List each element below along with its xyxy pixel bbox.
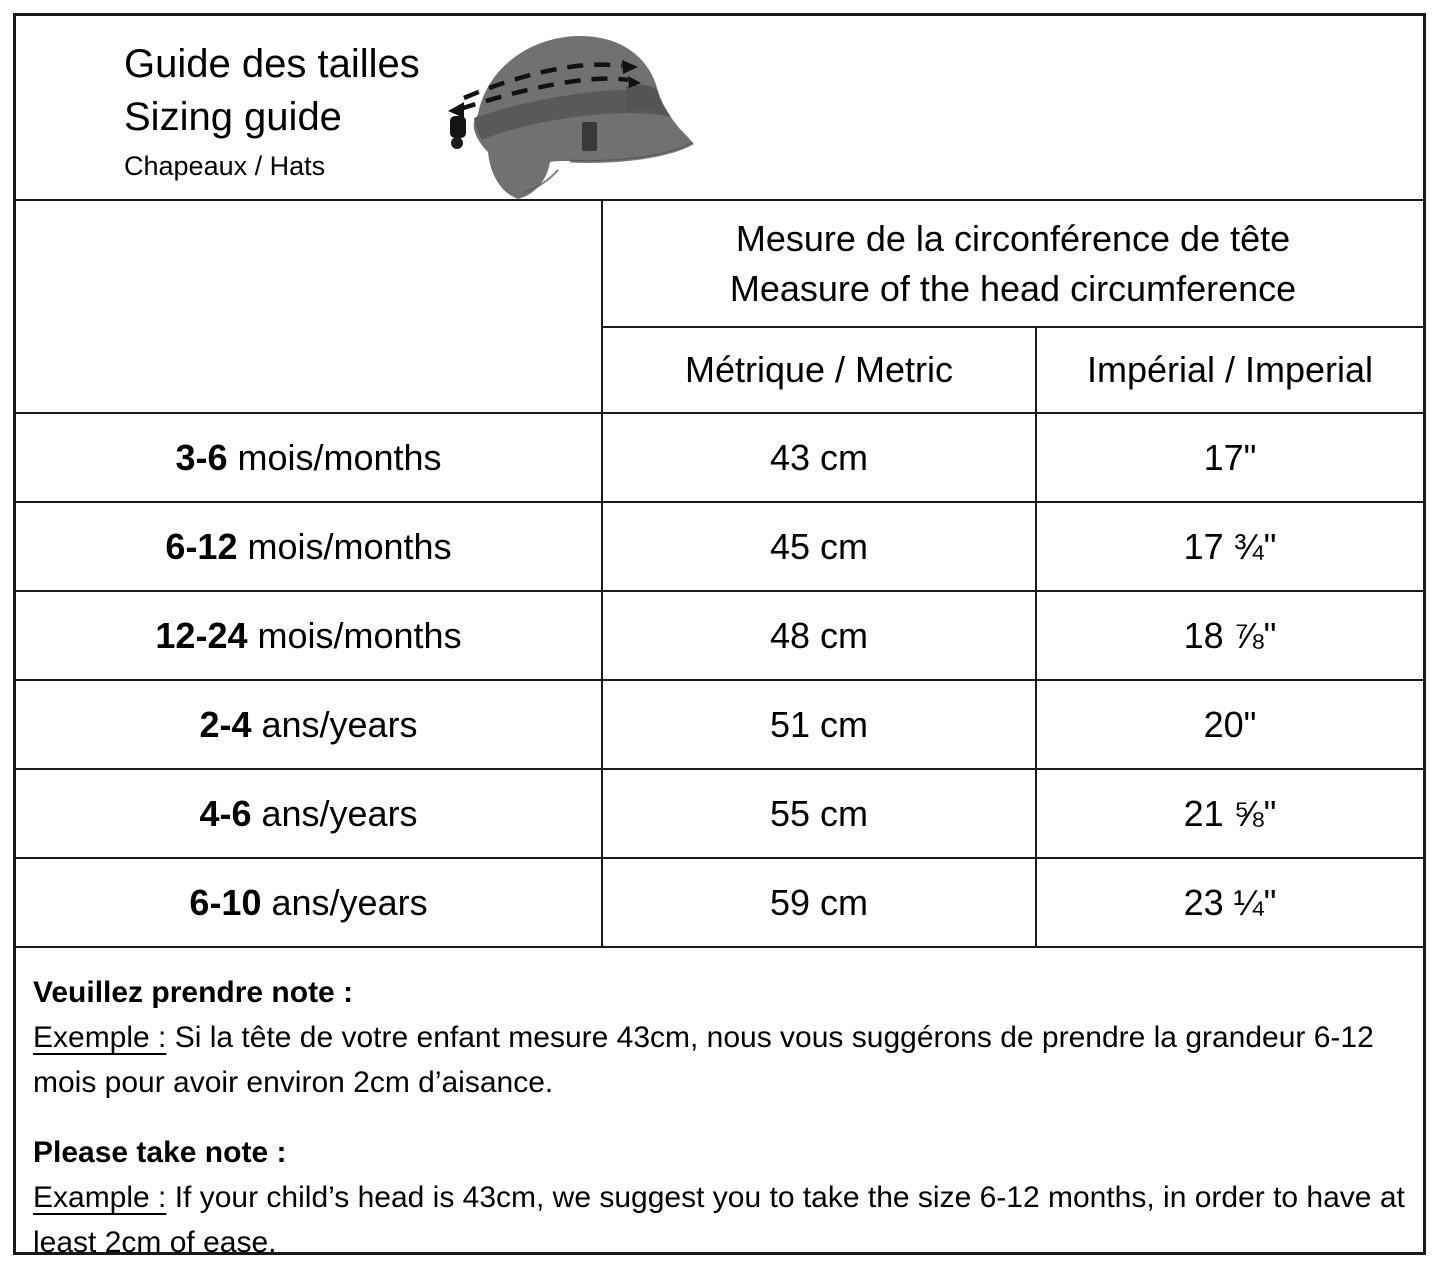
table-row-2-4-years [16,680,1423,769]
imperial-cell: 17" [1036,413,1423,502]
note-en-example-text: If your child’s head is 43cm, we suggest you to take the size 6-12 months, in order to have at least 2cm of ease. [33,1181,1405,1259]
note-fr-example-label: Exemple : [33,1021,167,1054]
note-en-example-label: Example : [33,1181,167,1214]
size-range: 2-4 [199,703,252,745]
table-header-row-merged [16,201,1423,327]
note-fr-body [33,1015,1409,1105]
size-range: 3-6 [175,436,228,478]
size-range: 4-6 [199,792,252,834]
note-fr-heading: Veuillez prendre note : [33,976,354,1009]
circumference-header-fr: Mesure de la circonférence de tête [735,217,1291,259]
metric-cell: 55 cm [602,769,1036,858]
size-cell [16,413,602,502]
imperial-cell: 17 ¾" [1036,502,1423,591]
circumference-header-en: Measure of the head circumference [729,267,1297,309]
table-row-12-24-months [16,591,1423,680]
imperial-cell: 23 ¼" [1036,858,1423,946]
size-cell [16,769,602,858]
sizing-guide-document [13,13,1426,1259]
size-unit: ans/years [261,703,418,745]
size-cell [16,591,602,680]
size-range: 6-10 [189,881,262,923]
size-range: 12-24 [155,614,248,656]
size-unit: ans/years [271,881,428,923]
column-header-metric: Métrique / Metric [602,327,1036,413]
imperial-cell: 21 ⅝" [1036,769,1423,858]
metric-cell: 43 cm [602,413,1036,502]
title-fr: Guide des tailles [124,42,420,86]
column-header-imperial: Impérial / Imperial [1036,327,1423,413]
metric-cell: 59 cm [602,858,1036,946]
imperial-cell: 18 ⅞" [1036,591,1423,680]
size-cell [16,858,602,946]
size-unit: mois/months [237,436,442,478]
metric-cell: 48 cm [602,591,1036,680]
circumference-header-cell [602,201,1423,327]
note-fr-example-text: Si la tête de votre enfant mesure 43cm, nous vous suggérons de prendre la grandeur 6-12 mois pour avoir environ 2cm d’aisance. [33,1021,1374,1099]
metric-cell: 51 cm [602,680,1036,769]
note-fr [33,970,1409,1105]
title-en: Sizing guide [124,95,342,139]
imperial-cell: 20" [1036,680,1423,769]
size-cell [16,502,602,591]
document-header [16,16,1423,201]
sizing-table [16,201,1423,946]
table-row-4-6-years [16,769,1423,858]
note-en-body [33,1175,1409,1265]
subtitle-chapeaux-hats: Chapeaux / Hats [124,151,326,181]
size-unit: mois/months [257,614,462,656]
note-en-heading: Please take note : [33,1136,287,1169]
empty-corner-cell [16,201,602,413]
table-row-6-10-years [16,858,1423,946]
hat-with-measuring-line-icon [430,22,702,200]
table-row-6-12-months [16,502,1423,591]
table-row-3-6-months [16,413,1423,502]
size-range: 6-12 [165,525,238,567]
size-unit: mois/months [247,525,452,567]
size-unit: ans/years [261,792,418,834]
size-cell [16,680,602,769]
notes-section [16,946,1423,1265]
title-block [16,16,1423,183]
note-en [33,1130,1409,1265]
metric-cell: 45 cm [602,502,1036,591]
